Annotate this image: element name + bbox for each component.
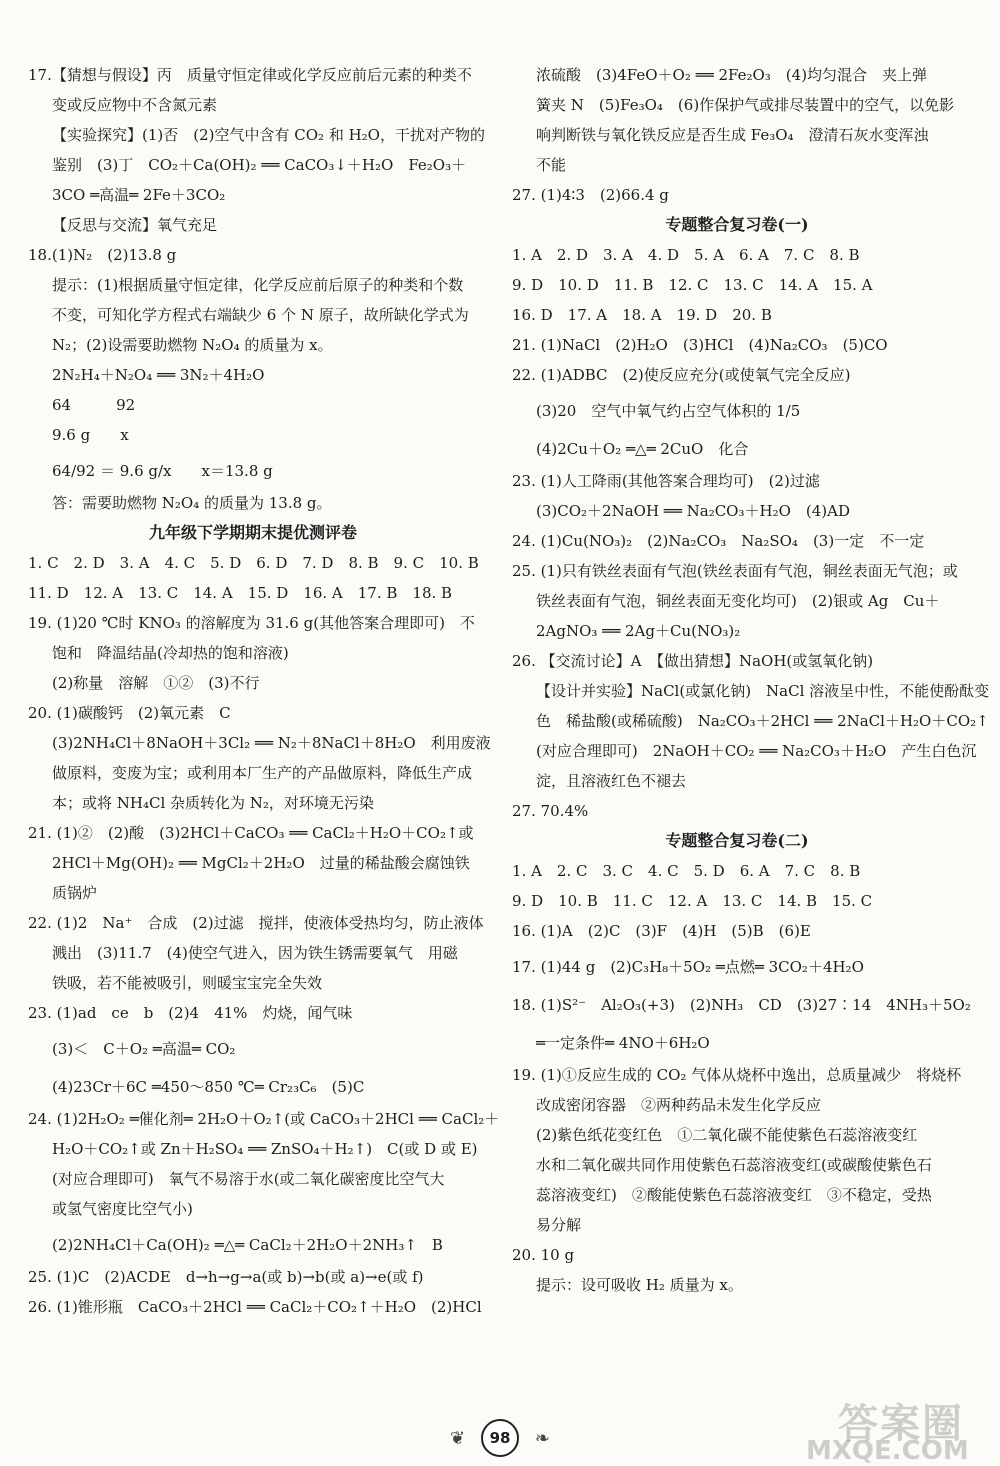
answer-line: 浓硫酸 (3)4FeO＋O₂ ══ 2Fe₂O₃ (4)均匀混合 夹上弹 [536,66,928,84]
answer-line: 2HCl＋Mg(OH)₂ ══ MgCl₂＋2H₂O 过量的稀盐酸会腐蚀铁 [52,854,470,872]
answer-line: H₂O＋CO₂↑或 Zn＋H₂SO₄ ══ ZnSO₄＋H₂↑) C(或 D 或 E) [52,1140,478,1158]
answer-line: 18. (1)S²⁻ Al₂O₃(+3) (2)NH₃ CD (3)27∶14 4NH₃＋5O₂ [512,996,971,1014]
answer-line: 22. (1)2 Na⁺ 合成 (2)过滤 搅拌，使液体受热均匀，防止液体 [28,914,484,932]
answer-line: 1. C 2. D 3. A 4. C 5. D 6. D 7. D 8. B 9. C 10. B [28,554,479,572]
answer-line: 18.(1)N₂ (2)13.8 g [28,246,177,264]
answer-line: 鉴别 (3)丁 CO₂＋Ca(OH)₂ ══ CaCO₃↓＋H₂O Fe₂O₃＋ [52,156,467,174]
answer-line: (4)23Cr＋6C ═450～850 ℃═ Cr₂₃C₆ (5)C [52,1078,365,1096]
right-column [512,60,990,1300]
answer-line: 【反思与交流】氧气充足 [52,216,218,234]
answer-line: 21. (1)NaCl (2)H₂O (3)HCl (4)Na₂CO₃ (5)CO [512,336,888,354]
answer-line: 2AgNO₃ ══ 2Ag＋Cu(NO₃)₂ [536,622,741,640]
answer-line: (对应合理即可) 氧气不易溶于水(或二氧化碳密度比空气大 [52,1170,445,1188]
watermark-url: MXQE.COM [806,1436,969,1466]
answer-line: 17. (1)44 g (2)C₃H₈＋5O₂ ═点燃═ 3CO₂＋4H₂O [512,958,864,976]
answer-line: 22. (1)ADBC (2)使反应充分(或使氧气完全反应) [512,366,851,384]
answer-line: 不变，可知化学方程式右端缺少 6 个 N 原子，故所缺化学式为 [52,306,469,324]
answer-line: 64/92 ＝ 9.6 g/x x＝13.8 g [52,462,273,480]
answer-line: 19. (1)①反应生成的 CO₂ 气体从烧杯中逸出，总质量减少 将烧杯 [512,1066,962,1084]
answer-line: 易分解 [536,1216,582,1234]
answer-line: 27. (1)4∶3 (2)66.4 g [512,186,669,204]
answer-line: 23. (1)ad ce b (2)4 41% 灼烧，闻气味 [28,1004,353,1022]
answer-line: 24. (1)2H₂O₂ ═催化剂═ 2H₂O＋O₂↑(或 CaCO₃＋2HCl ══ CaCl₂＋ [28,1110,500,1128]
answer-line: 9. D 10. B 11. C 12. A 13. C 14. B 15. C [512,892,873,910]
answer-line: 17.【猜想与假设】丙 质量守恒定律或化学反应前后元素的种类不 [28,66,472,84]
answer-line: 改成密闭容器 ②两种药品未发生化学反应 [536,1096,822,1114]
answer-line: ═一定条件═ 4NO＋6H₂O [536,1034,710,1052]
answer-line: 铁丝表面有气泡，铜丝表面无变化均可) (2)银或 Ag Cu＋ [536,592,940,610]
answer-line: 提示：(1)根据质量守恒定律，化学反应前后原子的种类和个数 [52,276,464,294]
answer-line: 或氢气密度比空气小) [52,1200,193,1218]
section-heading: 专题整合复习卷(一) [665,215,809,234]
answer-line: 响判断铁与氧化铁反应是否生成 Fe₃O₄ 澄清石灰水变浑浊 [536,126,929,144]
answer-line: 9.6 g x [52,426,129,444]
answer-line: (2)紫色纸花变红色 ①二氧化碳不能使紫色石蕊溶液变红 [536,1126,918,1144]
answer-line: 20. 10 g [512,1246,575,1264]
answer-line: 色 稀盐酸(或稀硫酸) Na₂CO₃＋2HCl ══ 2NaCl＋H₂O＋CO₂↑ [536,712,989,730]
answer-line: 变或反应物中不含氮元素 [52,96,218,114]
answer-line: (对应合理即可) 2NaOH＋CO₂ ══ Na₂CO₃＋H₂O 产生白色沉 [536,742,977,760]
answer-line: 27. 70.4% [512,802,589,820]
answer-line: 溅出 (3)11.7 (4)使空气进入，因为铁生锈需要氧气 用磁 [52,944,458,962]
answer-line: 本；或将 NH₄Cl 杂质转化为 N₂，对环境无污染 [52,794,374,812]
answer-line: 质锅炉 [52,884,98,902]
left-column [28,60,500,1322]
answer-line: 淀，且溶液红色不褪去 [536,772,687,790]
answer-line: 【实验探究】(1)否 (2)空气中含有 CO₂ 和 H₂O，干扰对产物的 [52,126,485,144]
leaf-ornament-icon: ❧ [534,1428,550,1449]
answer-line: 26. (1)锥形瓶 CaCO₃＋2HCl ══ CaCl₂＋CO₂↑＋H₂O (2)HCl [28,1298,482,1316]
answer-line: 不能 [536,156,567,174]
answer-line: (2)2NH₄Cl＋Ca(OH)₂ ═△═ CaCl₂＋2H₂O＋2NH₃↑ B [52,1236,443,1254]
answer-line: 16. (1)A (2)C (3)F (4)H (5)B (6)E [512,922,811,940]
answer-line: 64 92 [52,396,136,414]
page-number: 98 [481,1419,519,1457]
section-heading: 九年级下学期期末提优测评卷 [148,523,357,542]
answer-line: 答：需要助燃物 N₂O₄ 的质量为 13.8 g。 [52,494,332,512]
answer-line: 16. D 17. A 18. A 19. D 20. B [512,306,772,324]
answer-line: 蕊溶液变红) ②酸能使紫色石蕊溶液变红 ③不稳定，受热 [536,1186,932,1204]
answer-line: (3)CO₂＋2NaOH ══ Na₂CO₃＋H₂O (4)AD [536,502,850,520]
answer-line: N₂；(2)设需要助燃物 N₂O₄ 的质量为 x。 [52,336,333,354]
answer-line: 提示：设可吸收 H₂ 质量为 x。 [536,1276,743,1294]
answer-line: (3)＜ C＋O₂ ═高温═ CO₂ [52,1040,236,1058]
answer-line: 3CO ═高温═ 2Fe＋3CO₂ [52,186,226,204]
section-heading: 专题整合复习卷(二) [665,831,809,850]
answer-line: 簧夹 N (5)Fe₃O₄ (6)作保护气或排尽装置中的空气，以免影 [536,96,955,114]
answer-line: 做原料，变废为宝；或利用本厂生产的产品做原料，降低生产成 [52,764,473,782]
watermark-logo: 答案圈 [838,1401,964,1447]
leaf-ornament-icon: ❦ [450,1428,466,1449]
answer-line: 21. (1)② (2)酸 (3)2HCl＋CaCO₃ ══ CaCl₂＋H₂O＋CO₂↑或 [28,824,474,842]
answer-line: 26. 【交流讨论】A 【做出猜想】NaOH(或氢氧化钠) [512,652,874,670]
page-number-area [450,1418,550,1458]
answer-line: 24. (1)Cu(NO₃)₂ (2)Na₂CO₃ Na₂SO₄ (3)一定 不一定 [512,532,925,550]
answer-line: 19. (1)20 ℃时 KNO₃ 的溶解度为 31.6 g(其他答案合理即可) 不 [28,614,475,632]
answer-line: 9. D 10. D 11. B 12. C 13. C 14. A 15. A [512,276,873,294]
answer-line: (3)2NH₄Cl＋8NaOH＋3Cl₂ ══ N₂＋8NaCl＋8H₂O 利用废液 [52,734,491,752]
answer-line: 23. (1)人工降雨(其他答案合理均可) (2)过滤 [512,472,820,490]
answer-line: 1. A 2. D 3. A 4. D 5. A 6. A 7. C 8. B [512,246,860,264]
answer-line: 饱和 降温结晶(冷却热的饱和溶液) [52,644,289,662]
answer-line: (4)2Cu＋O₂ ═△═ 2CuO 化合 [536,440,749,458]
answer-line: 【设计并实验】NaCl(或氯化钠) NaCl 溶液呈中性，不能使酚酞变 [536,682,990,700]
answer-line: 铁吸，若不能被吸引，则暖宝宝完全失效 [52,974,323,992]
answer-line: 水和二氧化碳共同作用使紫色石蕊溶液变红(或碳酸使紫色石 [536,1156,932,1174]
answer-line: 20. (1)碳酸钙 (2)氧元素 C [28,704,231,722]
answer-line: 25. (1)只有铁丝表面有气泡(铁丝表面有气泡，铜丝表面无气泡；或 [512,562,958,580]
answer-line: 1. A 2. C 3. C 4. C 5. D 6. A 7. C 8. B [512,862,861,880]
answer-line: (2)称量 溶解 ①② (3)不行 [52,674,260,692]
answer-line: 11. D 12. A 13. C 14. A 15. D 16. A 17. B 18. B [28,584,453,602]
answer-line: 2N₂H₄＋N₂O₄ ══ 3N₂＋4H₂O [52,366,265,384]
answer-line: 25. (1)C (2)ACDE d→h→g→a(或 b)→b(或 a)→e(或 f) [28,1268,424,1286]
answer-line: (3)20 空气中氧气约占空气体积的 1/5 [536,402,801,420]
